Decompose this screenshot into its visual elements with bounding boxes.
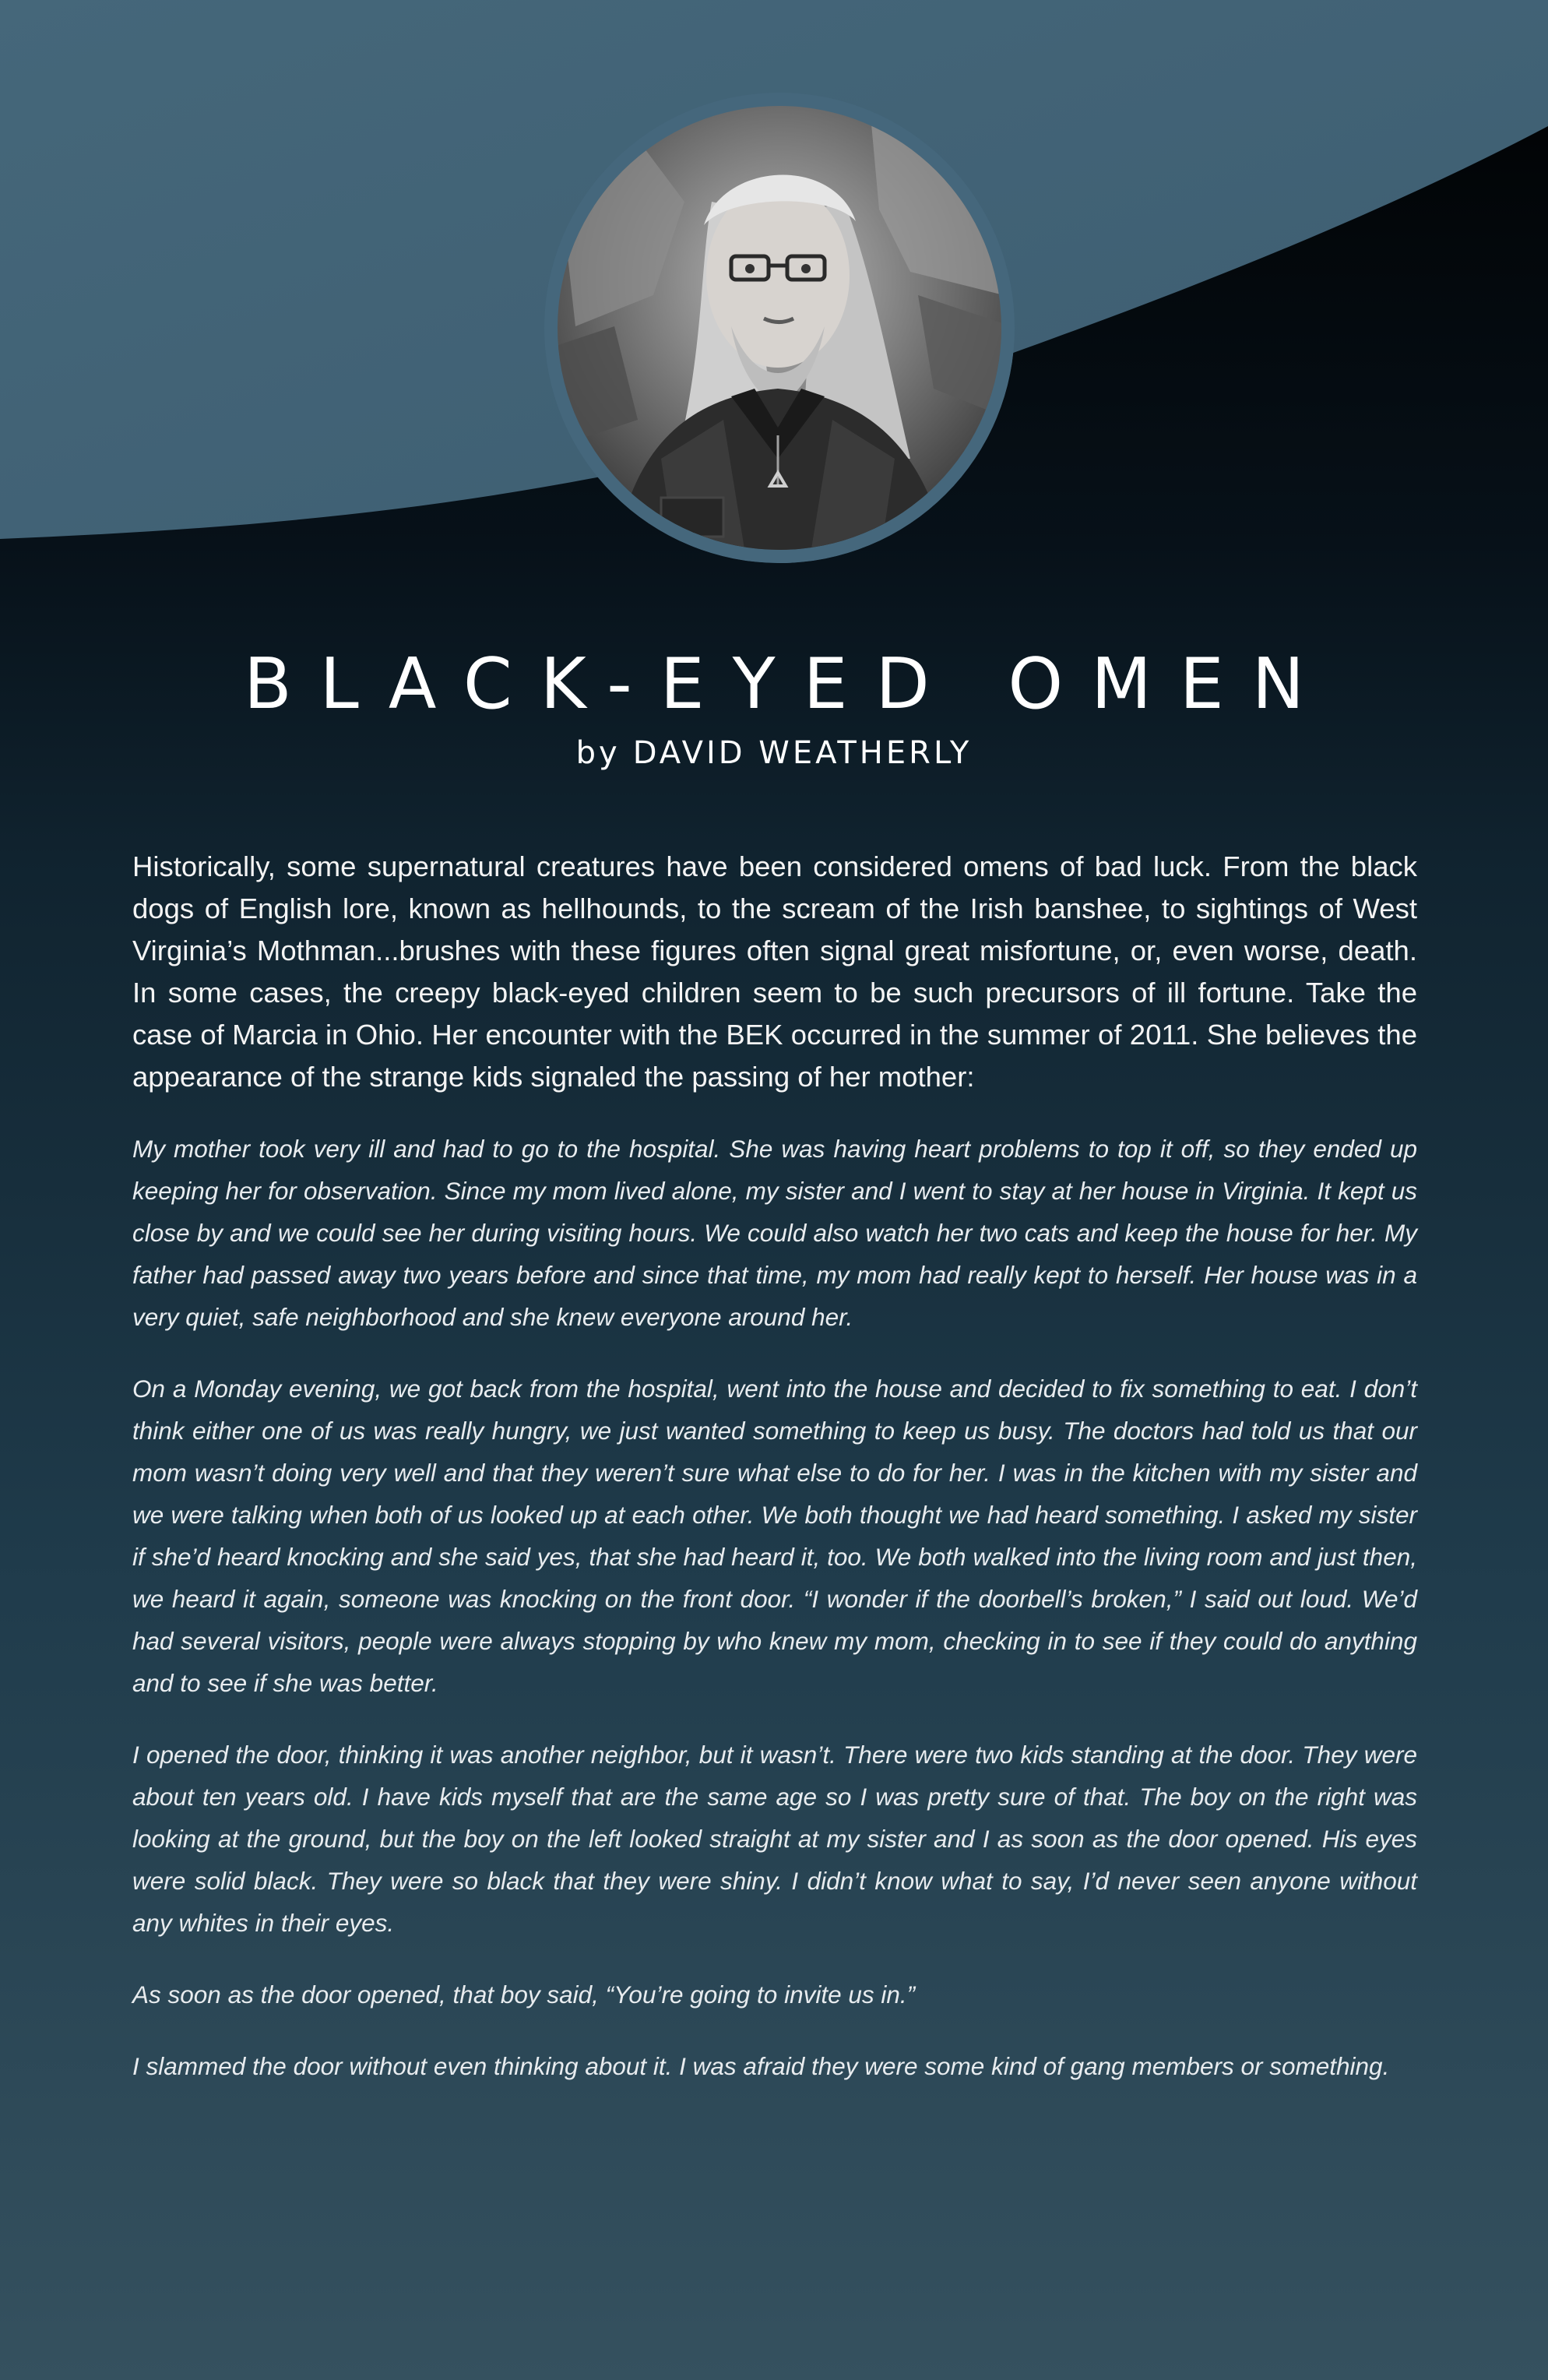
- author-name: DAVID WEATHERLY: [632, 735, 973, 771]
- quote-paragraph: As soon as the door opened, that boy said, “You’re going to invite us in.”: [132, 1980, 916, 2009]
- quote-paragraph: I slammed the door without even thinking about it. I was afraid they were some kind of gang members or something.: [132, 2052, 1390, 2080]
- quote-paragraph: On a Monday evening, we got back from the hospital, went into the house and decided to fix something to eat. I don’t think either one of us was really hungry, we just wanted something to keep us busy. The doctors had told us that our mom wasn’t doing very well and that they weren’t sure what else to do for her. I was in the kitchen with my sister and we were talking when both of us looked up at each other. We both thought we had heard something. I asked my sister if she’d heard knocking and she said yes, that she had heard it, too. We both walked into the living room and just then, we heard it again, someone was knocking on the front door. “I wonder if the doorbell’s broken,” I said out loud. We’d had several visitors, people were always stopping by who knew my mom, checking in to see if they could do anything and to see if she was better.: [132, 1375, 1417, 1697]
- quote-paragraph: My mother took very ill and had to go to the hospital. She was having heart problems to top it off, so they ended up keeping her for observation. Since my mom lived alone, my sister and I went to stay at her house in Virginia. It kept us close by and we could see her during visiting hours. We could also watch her two cats and keep the house for her. My father had passed away two years before and since that time, my mom had really kept to herself. Her house was in a very quiet, safe neighborhood and she knew everyone around her.: [132, 1135, 1417, 1331]
- author-portrait: [544, 93, 1015, 563]
- author-photo-image: [544, 93, 1015, 563]
- quote-paragraph: I opened the door, thinking it was another neighbor, but it wasn’t. There were two kids standing at the door. They were about ten years old. I have kids myself that are the same age so I was pretty sure of that. The boy on the right was looking at the ground, but the boy on the left looked straight at my sister and I as soon as the door opened. His eyes were solid black. They were so black that they were shiny. I didn’t know what to say, I’d never seen anyone without any whites in their eyes.: [132, 1741, 1417, 1937]
- article-body: [132, 846, 1417, 2117]
- byline: [0, 735, 1548, 771]
- article-title: BLACK-EYED OMEN: [243, 643, 1333, 725]
- byline-prefix: by: [575, 735, 621, 771]
- intro-paragraph: Historically, some supernatural creatures have been considered omens of bad luck. From the black dogs of English lore, known as hellhounds, to the scream of the Irish banshee, to sightings of West Virginia’s Mothman...brushes with these figures often signal great misfortune, or, even worse, death. In some cases, the creepy black-eyed children seem to be such precursors of ill fortune. Take the case of Marcia in Ohio. Her encounter with the BEK occurred in the summer of 2011. She believes the appearance of the strange kids signaled the passing of her mother:: [132, 850, 1417, 1093]
